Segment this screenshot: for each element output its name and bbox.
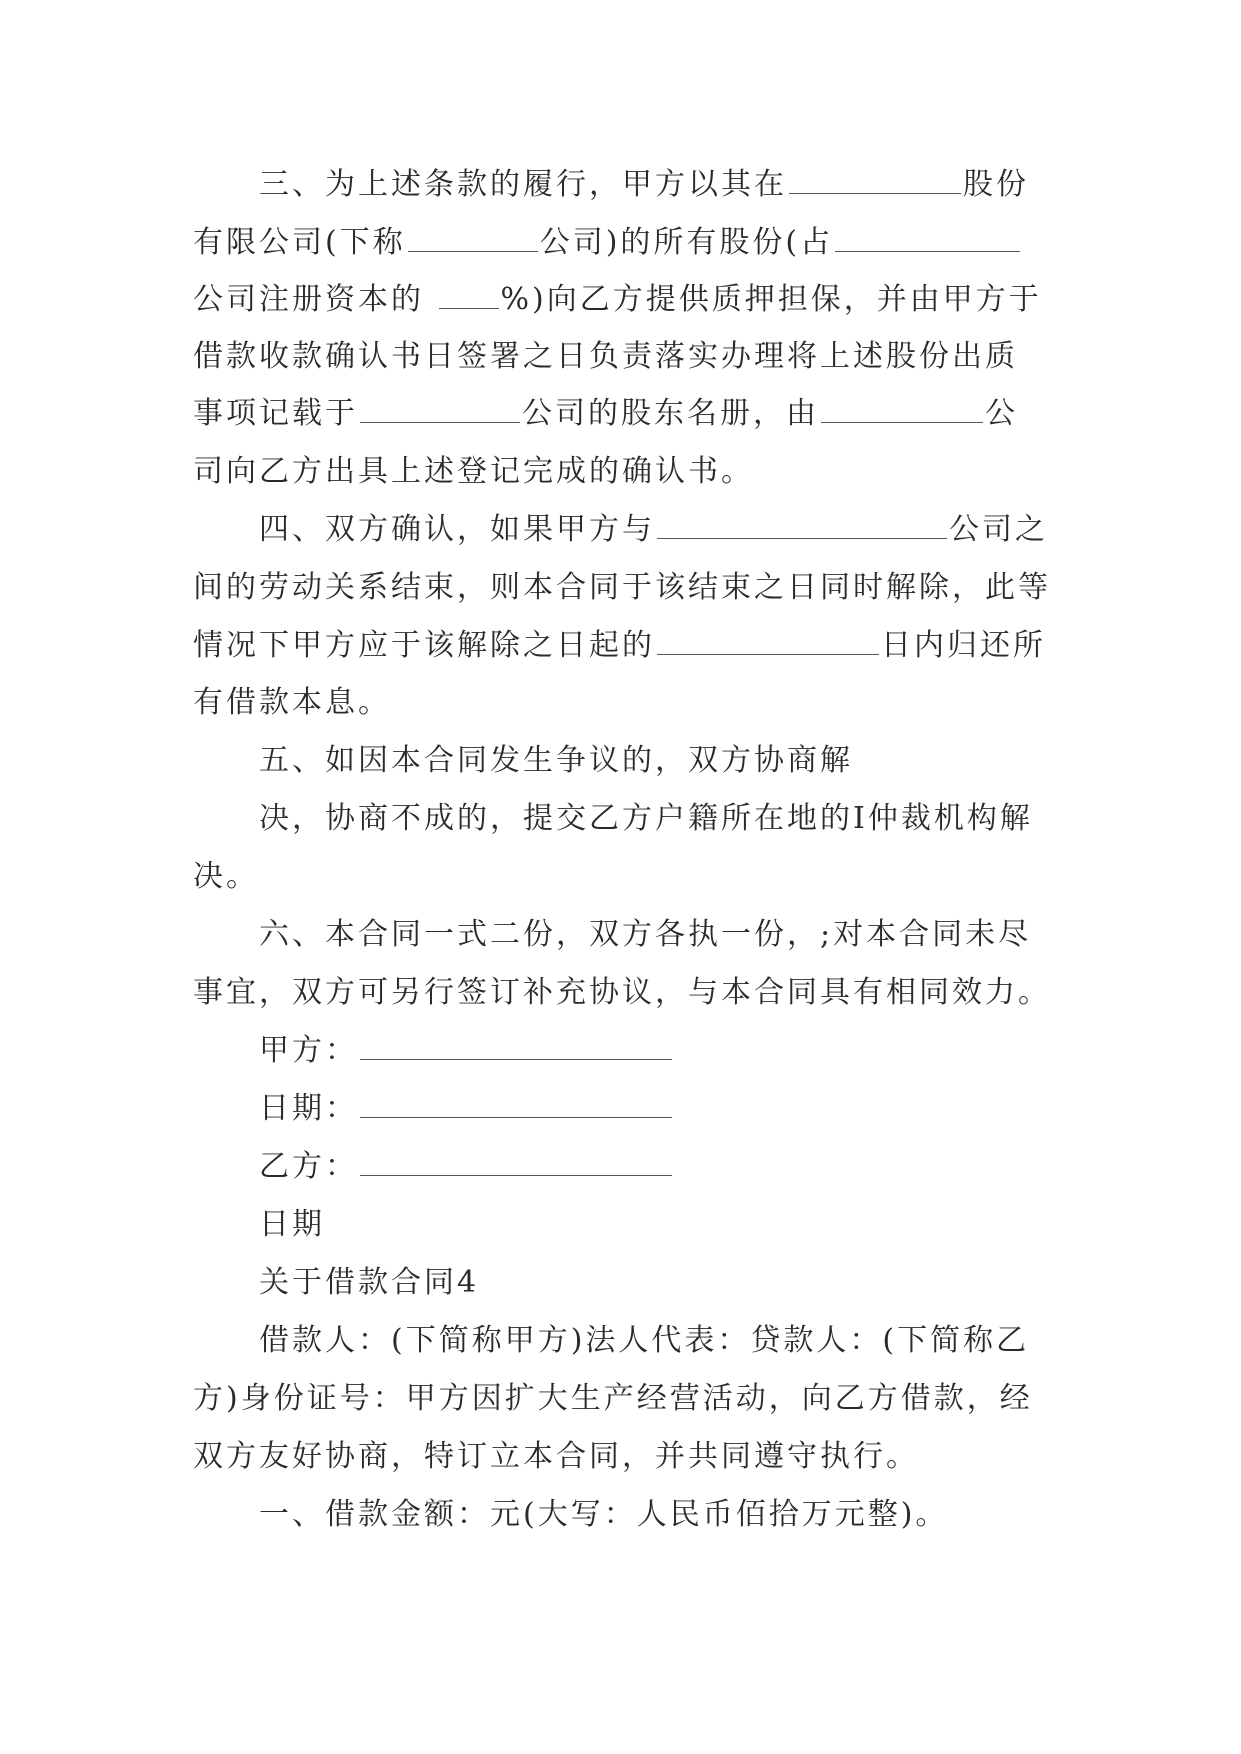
paragraph-line xyxy=(193,271,1042,329)
signature-line-party-a xyxy=(259,1022,674,1080)
blank-underline xyxy=(835,229,1020,252)
paragraph-line: 司向乙方出具上述登记完成的确认书。 xyxy=(193,454,754,489)
blank-underline xyxy=(408,229,538,252)
blank-underline xyxy=(360,1095,672,1118)
text-run: 情况下甲方应于该解除之日起的 xyxy=(193,628,655,663)
text-run: 公司注册资本的 xyxy=(193,282,424,317)
signature-line-date xyxy=(259,1080,674,1138)
paragraph-line: 有借款本息。 xyxy=(193,685,391,720)
paragraph-line xyxy=(259,156,1029,214)
section-title: 关于借款合同4 xyxy=(259,1265,480,1300)
blank-underline xyxy=(657,516,947,539)
text-run: 日内归还所 xyxy=(881,628,1046,663)
blank-underline xyxy=(821,400,983,423)
paragraph-line: 事宜，双方可另行签订补充协议，与本合同具有相同效力。 xyxy=(193,975,1051,1010)
text-run: 公司)的所有股份(占 xyxy=(539,225,834,260)
paragraph-line: 借款人：(下简称甲方)法人代表：贷款人：(下简称乙 xyxy=(259,1323,1030,1358)
paragraph-line: 借款收款确认书日签署之日负责落实办理将上述股份出质 xyxy=(193,339,1018,374)
paragraph-line: 六、本合同一式二份，双方各执一份，;对本合同未尽 xyxy=(259,917,1032,952)
paragraph-line xyxy=(259,501,1048,559)
blank-underline xyxy=(789,171,961,194)
blank-underline xyxy=(439,286,499,309)
text-run: 甲方： xyxy=(259,1033,358,1068)
text-run: 事项记载于 xyxy=(193,396,358,431)
paragraph-line: 方)身份证号：甲方因扩大生产经营活动，向乙方借款，经 xyxy=(193,1381,1033,1416)
blank-underline xyxy=(657,632,879,655)
blank-underline xyxy=(360,400,520,423)
text-run: 四、双方确认，如果甲方与 xyxy=(259,512,655,547)
blank-underline xyxy=(360,1037,672,1060)
blank-underline xyxy=(360,1153,672,1176)
paragraph-line: 决，协商不成的，提交乙方户籍所在地的I仲裁机构解 xyxy=(259,801,1033,836)
paragraph-line xyxy=(193,214,1022,272)
text-run: 股份 xyxy=(963,167,1029,202)
paragraph-line: 一、借款金额：元(大写：人民币佰拾万元整)。 xyxy=(259,1497,949,1532)
text-run: 三、为上述条款的履行，甲方以其在 xyxy=(259,167,787,202)
paragraph-line: 双方友好协商，特订立本合同，并共同遵守执行。 xyxy=(193,1439,919,1474)
text-run: 日期： xyxy=(259,1091,358,1126)
paragraph-line xyxy=(193,385,1018,443)
text-run: 公司的股东名册，由 xyxy=(522,396,819,431)
paragraph-line: 间的劳动关系结束，则本合同于该结束之日同时解除，此等 xyxy=(193,570,1051,605)
text-run: 公司之 xyxy=(949,512,1048,547)
text-run: 有限公司(下称 xyxy=(193,225,406,260)
paragraph-line: 五、如因本合同发生争议的，双方协商解 xyxy=(259,743,853,778)
paragraph-line: 决。 xyxy=(193,859,259,894)
paragraph-line xyxy=(193,617,1046,675)
text-run: %)向乙方提供质押担保，并由甲方于 xyxy=(500,282,1042,317)
signature-line-party-b xyxy=(259,1138,674,1196)
text-run: 公 xyxy=(985,396,1018,431)
text-run: 乙方： xyxy=(259,1149,358,1184)
paragraph-line: 日期 xyxy=(259,1207,325,1242)
